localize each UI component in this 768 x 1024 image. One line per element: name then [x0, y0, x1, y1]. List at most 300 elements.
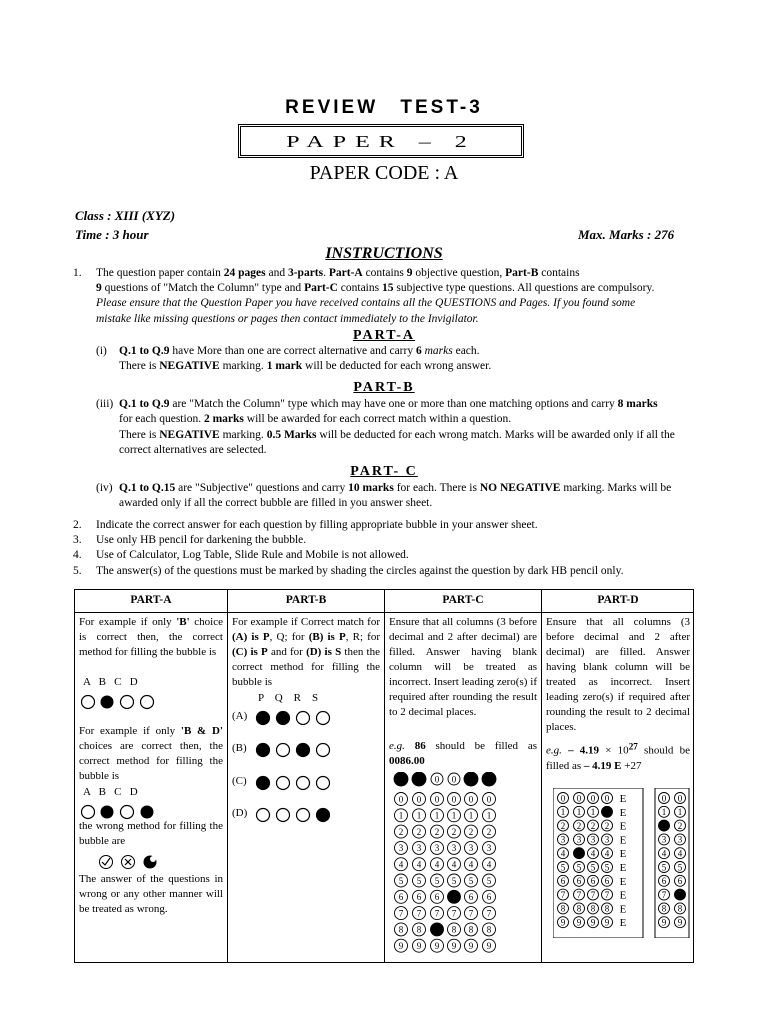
omr-bubble	[431, 874, 444, 887]
svg-text:8: 8	[416, 924, 422, 935]
item1-line1: The question paper contain 24 pages and 3-parts. Part-A contains 9 objective question, Part-B contains	[96, 267, 580, 279]
svg-text:5: 5	[590, 862, 596, 873]
part-b-row-label: (A)	[232, 710, 248, 722]
svg-text:5: 5	[416, 875, 422, 886]
omr-bubble	[395, 890, 408, 903]
omr-bubble	[483, 858, 496, 871]
omr-bubble	[465, 874, 478, 887]
svg-text:4: 4	[468, 859, 474, 870]
svg-text:1: 1	[590, 807, 596, 818]
omr-bubble	[659, 875, 670, 886]
svg-text:8: 8	[486, 924, 492, 935]
omr-bubble	[431, 773, 443, 785]
omr-bubble	[482, 772, 496, 786]
omr-bubble	[675, 820, 686, 831]
omr-bubble	[558, 834, 569, 845]
omr-bubble	[574, 917, 585, 928]
omr-bubble	[574, 848, 585, 859]
svg-text:7: 7	[416, 908, 422, 919]
omr-bubble	[448, 939, 461, 952]
svg-text:4: 4	[604, 848, 610, 859]
svg-text:2: 2	[560, 820, 566, 831]
svg-text:4: 4	[677, 848, 683, 859]
svg-text:3: 3	[434, 843, 440, 854]
svg-text:2: 2	[451, 826, 457, 837]
svg-text:1: 1	[468, 810, 474, 821]
omr-bubble	[413, 858, 426, 871]
omr-bubble	[465, 890, 478, 903]
max-marks-label: Max. Marks : 276	[578, 227, 675, 242]
header-part-b: PART-B	[285, 594, 327, 606]
svg-text:E: E	[619, 903, 627, 916]
part-a-letters: A B C D	[83, 676, 138, 688]
svg-text:3: 3	[486, 843, 492, 854]
svg-text:5: 5	[677, 862, 683, 873]
svg-text:5: 5	[398, 875, 404, 886]
omr-bubble	[465, 825, 478, 838]
svg-text:4: 4	[434, 859, 440, 870]
omr-bubble	[602, 834, 613, 845]
svg-text:3: 3	[590, 834, 596, 845]
svg-text:5: 5	[576, 862, 582, 873]
svg-text:8: 8	[677, 903, 683, 914]
omr-bubble	[659, 834, 670, 845]
answer-method-table	[74, 589, 694, 963]
part-b-row-label: (C)	[232, 775, 247, 787]
omr-bubble	[659, 917, 670, 928]
svg-text:1: 1	[661, 807, 667, 818]
item-number: 3.	[73, 534, 82, 546]
omr-bubble	[602, 889, 613, 900]
svg-text:0: 0	[486, 794, 492, 805]
part-d-instructions: Ensure that all columns (3 before decimal and 2 after decimal) are filled. Answer having blank column will be treated as incorrect. Insert leading zero(s) if required after rounding the result to 2 decimal places.	[546, 616, 690, 733]
omr-bubble	[675, 875, 686, 886]
instructions-heading: INSTRUCTIONS	[325, 245, 443, 262]
svg-text:6: 6	[604, 876, 610, 887]
omr-bubble	[448, 874, 461, 887]
svg-text:7: 7	[468, 908, 474, 919]
svg-text:7: 7	[604, 889, 610, 900]
part-b-example: For example if Correct match for (A) is P, Q; for (B) is P, R; for (C) is P and for (D) is S then the correct method for filling the bubble is	[232, 616, 380, 688]
omr-bubble	[574, 862, 585, 873]
omr-bubble	[558, 862, 569, 873]
header-part-a: PART-A	[130, 594, 172, 606]
svg-text:E: E	[619, 793, 627, 805]
svg-text:0: 0	[434, 774, 440, 785]
omr-bubble	[574, 806, 585, 817]
svg-text:3: 3	[398, 843, 404, 854]
svg-text:9: 9	[398, 941, 404, 951]
item3-text: Use only HB pencil for darkening the bubble.	[96, 534, 307, 546]
svg-text:2: 2	[590, 820, 596, 831]
omr-bubble	[395, 939, 408, 952]
svg-text:9: 9	[590, 917, 596, 928]
omr-bubble	[659, 793, 670, 804]
omr-bubble	[431, 809, 444, 822]
omr-bubble	[413, 907, 426, 920]
svg-text:3: 3	[468, 843, 474, 854]
svg-text:1: 1	[560, 807, 566, 818]
item-number: 1.	[73, 267, 82, 279]
svg-text:4: 4	[560, 848, 566, 859]
svg-text:7: 7	[398, 908, 404, 919]
svg-text:2: 2	[468, 826, 474, 837]
omr-bubble	[574, 889, 585, 900]
header-part-d: PART-D	[597, 594, 639, 606]
omr-bubble	[431, 939, 444, 952]
omr-bubble	[448, 858, 461, 871]
svg-text:9: 9	[604, 917, 610, 928]
svg-text:9: 9	[661, 917, 667, 928]
svg-text:9: 9	[468, 941, 474, 951]
svg-text:3: 3	[451, 843, 457, 854]
omr-bubble	[483, 793, 496, 806]
omr-bubble	[431, 793, 444, 806]
omr-bubble	[659, 903, 670, 914]
omr-bubble	[602, 862, 613, 873]
svg-text:9: 9	[486, 941, 492, 951]
part-a-example1: For example if only 'B' choice is correct then, the correct method for filling the bubble is	[79, 616, 223, 658]
omr-bubble	[395, 809, 408, 822]
omr-bubble	[395, 858, 408, 871]
omr-bubble	[483, 874, 496, 887]
omr-bubble	[431, 841, 444, 854]
omr-bubble	[413, 923, 426, 936]
omr-bubble	[659, 820, 670, 831]
omr-bubble	[448, 809, 461, 822]
part-b-row-label: (D)	[232, 807, 248, 819]
svg-text:3: 3	[661, 834, 667, 845]
omr-bubble	[659, 848, 670, 859]
svg-text:E: E	[619, 848, 627, 861]
svg-text:1: 1	[451, 810, 457, 821]
item2-text: Indicate the correct answer for each question by filling appropriate bubble in your answer sheet.	[96, 519, 538, 531]
item-number: 2.	[73, 519, 82, 531]
omr-bubble	[412, 772, 426, 786]
omr-bubble	[659, 806, 670, 817]
class-label: Class : XIII (XYZ)	[75, 208, 176, 223]
omr-bubble	[602, 917, 613, 928]
omr-bubble	[465, 841, 478, 854]
part-c-heading: PART- C	[350, 464, 418, 479]
item1-line2: 9 questions of "Match the Column" type and Part-C contains 15 subjective type questions. All questions are compulsory.	[96, 282, 655, 294]
omr-bubble	[588, 889, 599, 900]
item4-text: Use of Calculator, Log Table, Slide Rule and Mobile is not allowed.	[96, 549, 409, 561]
paper-label: PAPER – 2	[286, 132, 476, 152]
svg-text:3: 3	[604, 834, 610, 845]
svg-text:1: 1	[416, 810, 422, 821]
svg-text:7: 7	[434, 908, 440, 919]
svg-text:0: 0	[398, 794, 404, 805]
svg-text:E: E	[619, 889, 627, 902]
omr-bubble	[465, 858, 478, 871]
svg-text:0: 0	[416, 794, 422, 805]
omr-bubble	[602, 820, 613, 831]
omr-bubble	[448, 825, 461, 838]
svg-text:4: 4	[416, 859, 422, 870]
part-c-line1: Q.1 to Q.15 are "Subjective" questions and carry 10 marks for each. There is NO NEGATIVE marking. Marks will be	[119, 482, 672, 494]
svg-text:2: 2	[604, 820, 610, 831]
paper-box	[238, 124, 524, 158]
svg-text:5: 5	[451, 875, 457, 886]
svg-text:6: 6	[560, 876, 566, 887]
omr-bubble	[675, 903, 686, 914]
omr-bubble	[659, 889, 670, 900]
omr-bubble	[483, 825, 496, 838]
omr-bubble	[675, 793, 686, 804]
omr-bubble	[675, 806, 686, 817]
svg-text:2: 2	[576, 820, 582, 831]
omr-bubble	[558, 793, 569, 804]
svg-text:0: 0	[576, 793, 582, 804]
omr-bubble	[483, 809, 496, 822]
omr-bubble	[465, 793, 478, 806]
omr-bubble	[395, 841, 408, 854]
part-b-bubble-matrix	[255, 706, 345, 826]
omr-bubble	[588, 848, 599, 859]
omr-bubble	[574, 875, 585, 886]
svg-text:3: 3	[677, 834, 683, 845]
svg-text:8: 8	[398, 924, 404, 935]
svg-text:E: E	[619, 862, 627, 874]
svg-text:9: 9	[416, 941, 422, 951]
svg-text:5: 5	[560, 862, 566, 873]
svg-text:2: 2	[434, 826, 440, 837]
omr-bubble	[602, 875, 613, 886]
item-number: 4.	[73, 549, 82, 561]
omr-bubble	[464, 772, 478, 786]
item1-line4: mistake like missing questions or pages then contact immediately to the Invigilator.	[96, 313, 479, 325]
svg-text:E: E	[619, 806, 627, 819]
omr-bubble	[588, 862, 599, 873]
omr-bubble	[574, 903, 585, 914]
omr-bubble	[588, 834, 599, 845]
item-number: 5.	[73, 565, 82, 577]
omr-bubble	[588, 903, 599, 914]
part-a-letters: A B C D	[83, 786, 138, 798]
svg-text:0: 0	[661, 793, 667, 804]
omr-bubble	[395, 874, 408, 887]
svg-text:5: 5	[661, 862, 667, 873]
omr-bubble	[675, 917, 686, 928]
svg-text:1: 1	[576, 807, 582, 818]
svg-text:6: 6	[468, 892, 474, 903]
part-b-line1: Q.1 to Q.9 are "Match the Column" type which may have one or more than one matching options and carry 8 marks	[119, 398, 658, 410]
omr-bubble	[588, 793, 599, 804]
omr-bubble	[448, 841, 461, 854]
svg-text:2: 2	[398, 826, 404, 837]
omr-bubble	[413, 890, 426, 903]
omr-bubble	[431, 858, 444, 871]
part-c-line2: awarded only if all the correct bubble are filled in you answer sheet.	[119, 497, 433, 509]
part-b-heading: PART-B	[353, 380, 415, 395]
svg-text:7: 7	[661, 889, 667, 900]
svg-text:E: E	[619, 875, 627, 888]
svg-text:0: 0	[451, 794, 457, 805]
omr-bubble	[448, 923, 461, 936]
omr-bubble	[465, 923, 478, 936]
omr-bubble	[465, 907, 478, 920]
svg-text:9: 9	[434, 941, 440, 951]
omr-bubble	[448, 773, 460, 785]
omr-bubble	[574, 793, 585, 804]
omr-bubble	[558, 848, 569, 859]
svg-text:7: 7	[576, 889, 582, 900]
svg-text:2: 2	[416, 826, 422, 837]
part-c-instructions: Ensure that all columns (3 before decimal and 2 after decimal) are filled. Answer having blank column will be treated as incorrect. Insert leading zero(s) if required after rounding the result to 2 decimal places.	[389, 616, 537, 718]
omr-bubble	[431, 923, 444, 936]
svg-text:6: 6	[677, 876, 683, 887]
part-a-wrong-method: the wrong method for filling the bubble are	[79, 820, 223, 847]
omr-bubble	[558, 903, 569, 914]
svg-text:8: 8	[604, 903, 610, 914]
part-c-number: (iv)	[96, 482, 113, 494]
omr-bubble	[675, 889, 686, 900]
part-a-number: (i)	[96, 345, 107, 357]
omr-bubble	[558, 820, 569, 831]
svg-text:9: 9	[677, 917, 683, 928]
svg-text:8: 8	[468, 924, 474, 935]
svg-text:1: 1	[434, 810, 440, 821]
omr-bubble	[588, 820, 599, 831]
omr-bubble	[602, 903, 613, 914]
svg-text:0: 0	[604, 793, 610, 804]
part-d-omr-grid	[553, 788, 693, 938]
svg-text:1: 1	[486, 810, 492, 821]
part-a-line2: There is NEGATIVE marking. 1 mark will be deducted for each wrong answer.	[119, 360, 492, 372]
svg-text:5: 5	[486, 875, 492, 886]
part-b-line2: for each question. 2 marks will be awarded for each correct match within a question.	[119, 413, 512, 425]
svg-text:8: 8	[661, 903, 667, 914]
svg-text:7: 7	[486, 908, 492, 919]
svg-text:E: E	[619, 917, 627, 930]
omr-bubble	[675, 834, 686, 845]
svg-text:0: 0	[434, 794, 440, 805]
svg-text:9: 9	[576, 917, 582, 928]
item1-line3: Please ensure that the Question Paper you have received contains all the QUESTIONS and Pages. If you found some	[96, 297, 636, 309]
svg-text:6: 6	[416, 892, 422, 903]
part-a-heading: PART-A	[352, 328, 416, 343]
svg-text:6: 6	[576, 876, 582, 887]
omr-bubble	[448, 907, 461, 920]
omr-bubble	[675, 862, 686, 873]
omr-bubble	[483, 841, 496, 854]
svg-text:9: 9	[451, 941, 457, 951]
omr-bubble	[413, 939, 426, 952]
part-a-example2: For example if only 'B & D' choices are correct then, the correct method for filling the bubble is	[79, 725, 223, 782]
svg-text:2: 2	[486, 826, 492, 837]
header-part-c: PART-C	[442, 594, 484, 606]
omr-bubble	[602, 793, 613, 804]
part-a-bubbles-correct	[79, 692, 169, 712]
time-label: Time : 3 hour	[75, 227, 149, 242]
svg-text:E: E	[619, 834, 627, 847]
omr-bubble	[413, 874, 426, 887]
part-b-row-label: (B)	[232, 742, 247, 754]
svg-text:3: 3	[576, 834, 582, 845]
omr-bubble	[395, 923, 408, 936]
omr-bubble	[483, 939, 496, 952]
omr-bubble	[413, 809, 426, 822]
svg-text:4: 4	[486, 859, 492, 870]
omr-bubble	[602, 806, 613, 817]
omr-bubble	[465, 939, 478, 952]
svg-text:8: 8	[576, 903, 582, 914]
omr-bubble	[448, 890, 461, 903]
item5-text: The answer(s) of the questions must be marked by shading the circles against the question by dark HB pencil only.	[96, 565, 624, 577]
omr-bubble	[659, 862, 670, 873]
omr-bubble	[588, 806, 599, 817]
omr-bubble	[395, 793, 408, 806]
omr-bubble	[394, 772, 408, 786]
svg-text:7: 7	[590, 889, 596, 900]
svg-text:E: E	[619, 820, 627, 833]
svg-text:0: 0	[468, 794, 474, 805]
svg-text:3: 3	[560, 834, 566, 845]
svg-text:4: 4	[661, 848, 667, 859]
omr-bubble	[395, 825, 408, 838]
part-c-example: e.g. 86 should be filled as 0086.00	[389, 740, 537, 767]
omr-bubble	[602, 848, 613, 859]
omr-bubble	[413, 841, 426, 854]
omr-bubble	[558, 889, 569, 900]
omr-bubble	[558, 875, 569, 886]
svg-text:6: 6	[590, 876, 596, 887]
svg-text:8: 8	[451, 924, 457, 935]
omr-bubble	[431, 907, 444, 920]
svg-text:8: 8	[560, 903, 566, 914]
svg-text:0: 0	[451, 774, 457, 785]
omr-bubble	[588, 917, 599, 928]
svg-text:0: 0	[560, 793, 566, 804]
svg-text:0: 0	[590, 793, 596, 804]
svg-text:6: 6	[434, 892, 440, 903]
part-c-omr-grid	[393, 772, 503, 958]
omr-bubble	[413, 825, 426, 838]
part-d-example: e.g. – $4.19 \times 10^{27}$ should be filled as – 4.19 E +27	[546, 741, 690, 772]
omr-bubble	[413, 793, 426, 806]
omr-bubble	[558, 806, 569, 817]
part-b-number: (iii)	[96, 398, 114, 410]
svg-text:0: 0	[677, 793, 683, 804]
test-title: REVIEW TEST-3	[285, 97, 483, 118]
svg-text:5: 5	[434, 875, 440, 886]
omr-bubble	[483, 907, 496, 920]
omr-bubble	[448, 793, 461, 806]
omr-bubble	[588, 875, 599, 886]
part-b-column-letters: P Q R S	[258, 692, 319, 704]
svg-text:4: 4	[398, 859, 404, 870]
svg-text:1: 1	[398, 810, 404, 821]
svg-text:1: 1	[677, 807, 683, 818]
svg-text:8: 8	[590, 903, 596, 914]
omr-bubble	[431, 825, 444, 838]
part-b-line3: There is NEGATIVE marking. 0.5 Marks will be deducted for each wrong match. Marks will be awarded only if all the	[119, 429, 675, 441]
svg-text:9: 9	[560, 917, 566, 928]
paper-code: PAPER CODE : A	[309, 162, 459, 184]
svg-text:7: 7	[451, 908, 457, 919]
omr-bubble	[483, 890, 496, 903]
omr-bubble	[465, 809, 478, 822]
wrong-method-bubbles	[97, 852, 167, 872]
svg-text:6: 6	[661, 876, 667, 887]
part-a-note: The answer of the questions in wrong or any other manner will be treated as wrong.	[79, 873, 223, 915]
omr-bubble	[574, 834, 585, 845]
omr-bubble	[395, 907, 408, 920]
svg-text:5: 5	[604, 862, 610, 873]
svg-text:5: 5	[468, 875, 474, 886]
svg-text:3: 3	[416, 843, 422, 854]
